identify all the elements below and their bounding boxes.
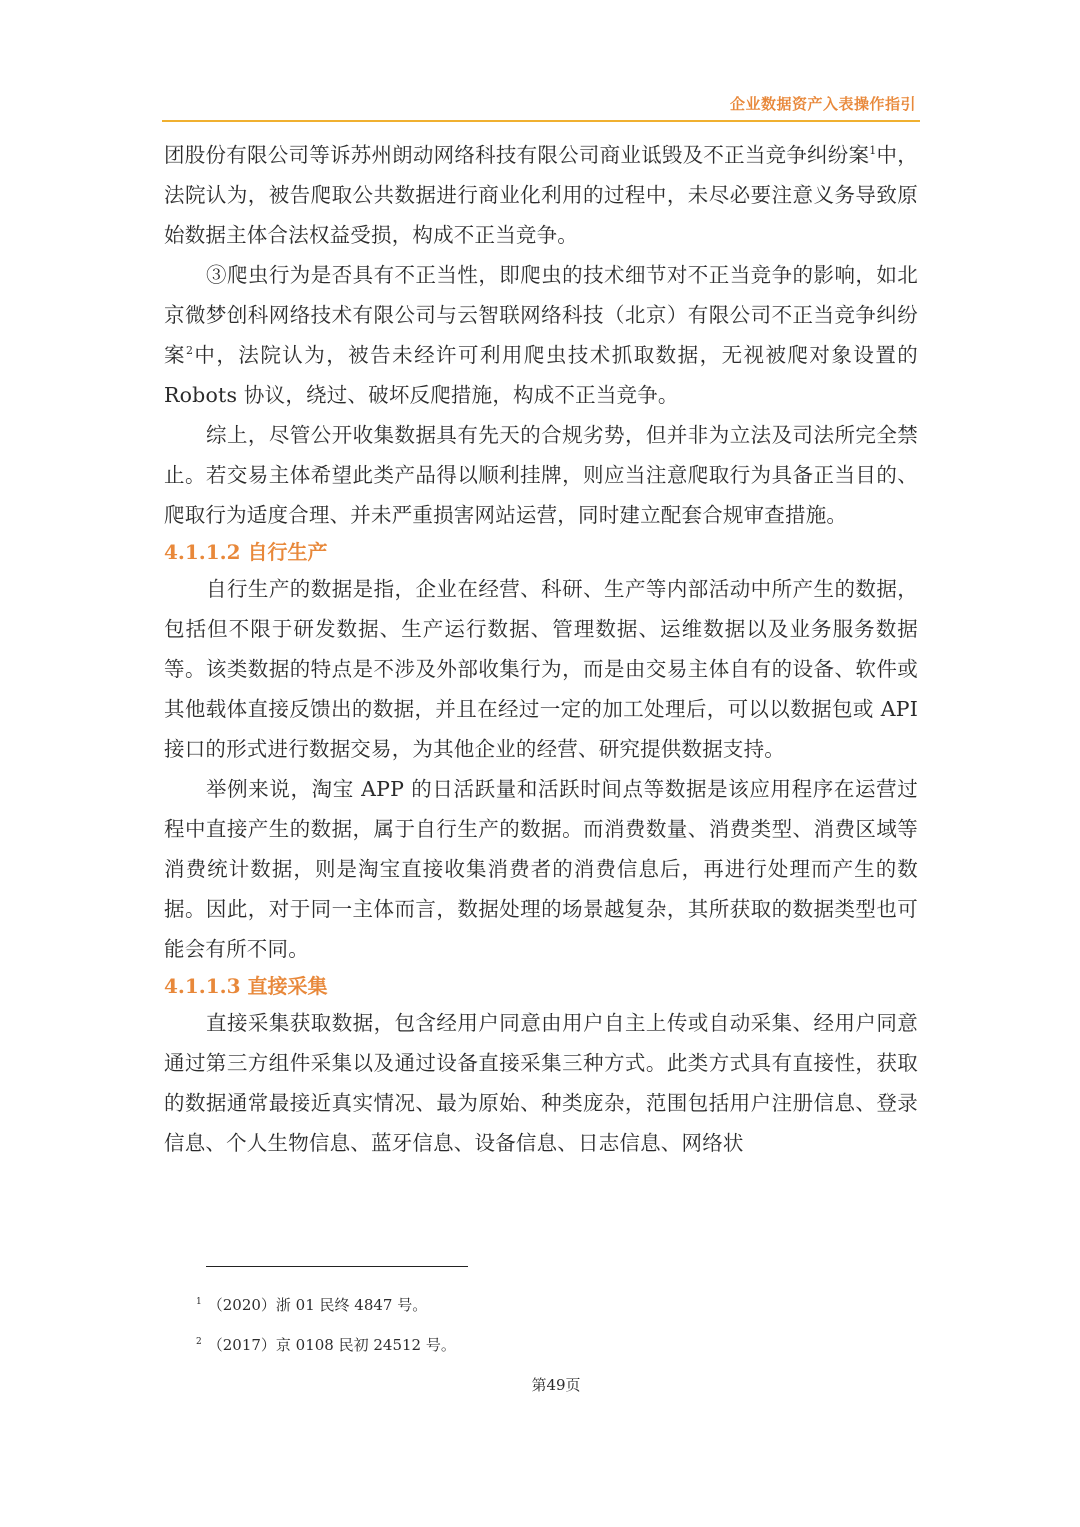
footnote-text: （2017）京 0108 民初 24512 号。 <box>207 1336 456 1354</box>
footnote-divider <box>206 1266 468 1267</box>
paragraph-summary: 综上，尽管公开收集数据具有先天的合规劣势，但并非为立法及司法所完全禁止。若交易主体希望此类产品得以顺利挂牌，则应当注意爬取行为具备正当目的、爬取行为适度合理、并未严重损害网站运营，同时建立配套合规审查措施。 <box>164 423 918 527</box>
footnotes <box>196 1292 896 1372</box>
paragraph-text: 团股份有限公司等诉苏州朗动网络科技有限公司商业诋毁及不正当竞争纠纷案 <box>164 143 870 167</box>
document-body <box>164 135 918 1163</box>
footnote-1 <box>196 1292 896 1332</box>
paragraph-text: ③爬虫行为是否具有不正当性，即爬虫的技术细节对不正当竞争的影响，如北京微梦创科网络技术有限公司与云智联网络科技（北京）有限公司不正当竞争纠纷案 <box>164 263 918 367</box>
page-number: 第49页 <box>531 1376 581 1394</box>
footnote-mark: 2 <box>196 1337 202 1347</box>
section-heading-direct-collection: 4.1.1.3 直接采集 <box>164 974 328 998</box>
footnote-ref-2[interactable]: 2 <box>185 344 194 357</box>
paragraph-crawler-legitimacy <box>164 255 918 415</box>
footnote-ref-1[interactable]: 1 <box>869 144 877 157</box>
document-title: 企业数据资产入表操作指引 <box>729 95 916 113</box>
paragraph-text: 中，法院认为，被告未经许可利用爬虫技术抓取数据，无视被爬对象设置的 Robots 协议，绕过、破坏反爬措施，构成不正当竞争。 <box>164 343 918 407</box>
footnote-2 <box>196 1332 896 1372</box>
running-header <box>162 90 920 122</box>
paragraph-case-1 <box>164 135 918 255</box>
paragraph-self-production-definition: 自行生产的数据是指，企业在经营、科研、生产等内部活动中所产生的数据，包括但不限于研发数据、生产运行数据、管理数据、运维数据以及业务服务数据等。该类数据的特点是不涉及外部收集行为，而是由交易主体自有的设备、软件或其他载体直接反馈出的数据，并且在经过一定的加工处理后，可以以数据包或 API 接口的形式进行数据交易，为其他企业的经营、研究提供数据支持。 <box>164 577 918 761</box>
paragraph-text: 中，法院认为，被告爬取公共数据进行商业化利用的过程中，未尽必要注意义务导致原始数据主体合法权益受损，构成不正当竞争。 <box>164 143 918 247</box>
paragraph-taobao-example: 举例来说，淘宝 APP 的日活跃量和活跃时间点等数据是该应用程序在运营过程中直接产生的数据，属于自行生产的数据。而消费数量、消费类型、消费区域等消费统计数据，则是淘宝直接收集消费者的消费信息后，再进行处理而产生的数据。因此，对于同一主体而言，数据处理的场景越复杂，其所获取的数据类型也可能会有所不同。 <box>164 777 918 961</box>
footnote-mark: 1 <box>196 1297 202 1307</box>
section-heading-self-production: 4.1.1.2 自行生产 <box>164 540 328 564</box>
paragraph-direct-collection: 直接采集获取数据，包含经用户同意由用户自主上传或自动采集、经用户同意通过第三方组件采集以及通过设备直接采集三种方式。此类方式具有直接性，获取的数据通常最接近真实情况、最为原始、种类庞杂，范围包括用户注册信息、登录信息、个人生物信息、蓝牙信息、设备信息、日志信息、网络状 <box>164 1011 918 1155</box>
footnote-text: （2020）浙 01 民终 4847 号。 <box>207 1296 428 1314</box>
